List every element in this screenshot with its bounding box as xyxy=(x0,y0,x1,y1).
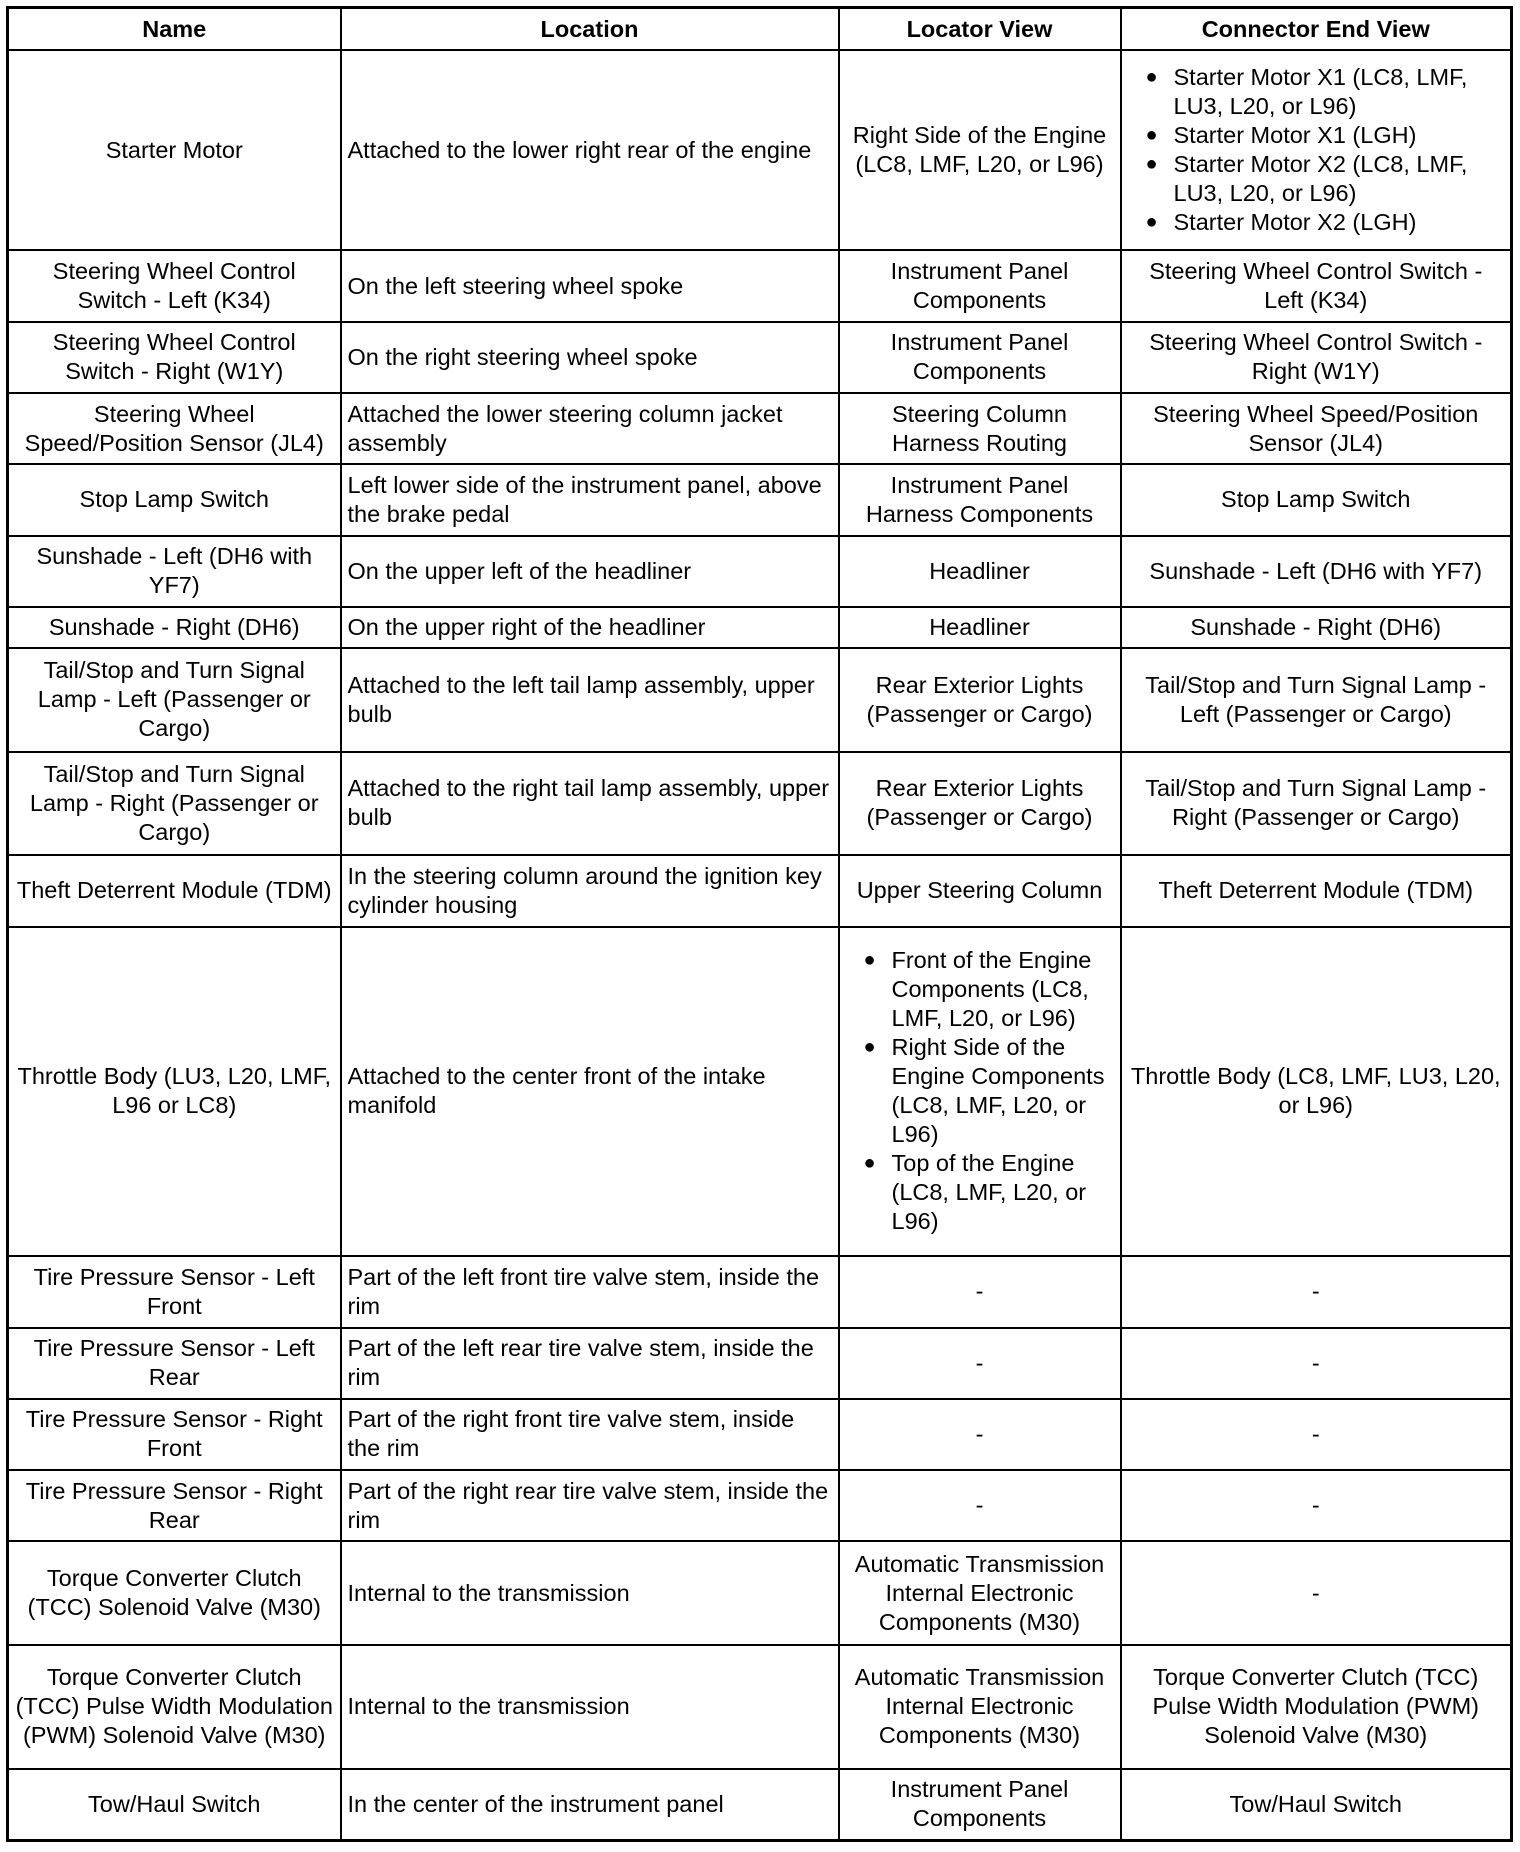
list-item: ● Starter Motor X1 (LGH) xyxy=(1150,121,1505,150)
table-row xyxy=(8,1399,1512,1470)
list-item: ● Starter Motor X1 (LC8, LMF, LU3, L20, or L96) xyxy=(1150,63,1505,121)
cell-location: Internal to the transmission xyxy=(341,1645,839,1769)
cell-locator-view: Right Side of the Engine (LC8, LMF, L20, or L96) xyxy=(839,50,1121,250)
cell-name: Torque Converter Clutch (TCC) Solenoid Valve (M30) xyxy=(8,1541,341,1645)
cell-connector-end-view: Sunshade - Right (DH6) xyxy=(1121,607,1512,648)
cell-name: Steering Wheel Control Switch - Right (W1Y) xyxy=(8,322,341,393)
cell-location: Part of the right front tire valve stem, inside the rim xyxy=(341,1399,839,1470)
table-row xyxy=(8,1645,1512,1769)
cell-connector-end-view: - xyxy=(1121,1256,1512,1327)
cell-name: Tire Pressure Sensor - Left Rear xyxy=(8,1328,341,1399)
cell-connector-end-view: Steering Wheel Speed/Position Sensor (JL4) xyxy=(1121,393,1512,464)
table-row xyxy=(8,1256,1512,1327)
cell-location: Attached to the right tail lamp assembly, upper bulb xyxy=(341,752,839,856)
list-item: ● Front of the Engine Components (LC8, LMF, L20, or L96) xyxy=(868,946,1114,1033)
cell-name: Throttle Body (LU3, L20, LMF, L96 or LC8) xyxy=(8,927,341,1257)
cell-connector-end-view: Tow/Haul Switch xyxy=(1121,1769,1512,1841)
cell-name: Tire Pressure Sensor - Left Front xyxy=(8,1256,341,1327)
cell-location: Left lower side of the instrument panel, above the brake pedal xyxy=(341,464,839,535)
cell-location: Attached to the left tail lamp assembly, upper bulb xyxy=(341,648,839,752)
cell-location: On the upper left of the headliner xyxy=(341,536,839,607)
cell-location: Attached to the lower right rear of the engine xyxy=(341,50,839,250)
cell-locator-view: Instrument Panel Components xyxy=(839,1769,1121,1841)
cell-name: Starter Motor xyxy=(8,50,341,250)
cell-name: Theft Deterrent Module (TDM) xyxy=(8,855,341,926)
cell-location: On the left steering wheel spoke xyxy=(341,250,839,321)
cell-connector-end-view: Theft Deterrent Module (TDM) xyxy=(1121,855,1512,926)
table-row xyxy=(8,1328,1512,1399)
table-row xyxy=(8,607,1512,648)
cell-name: Sunshade - Right (DH6) xyxy=(8,607,341,648)
table-row xyxy=(8,648,1512,752)
cell-connector-end-view: Tail/Stop and Turn Signal Lamp - Left (Passenger or Cargo) xyxy=(1121,648,1512,752)
cell-locator-view: - xyxy=(839,1399,1121,1470)
cell-connector-end-view: - xyxy=(1121,1328,1512,1399)
cell-locator-view: Automatic Transmission Internal Electronic Components (M30) xyxy=(839,1541,1121,1645)
cell-location: Part of the left front tire valve stem, inside the rim xyxy=(341,1256,839,1327)
cell-connector-end-view: - xyxy=(1121,1470,1512,1541)
cell-connector-end-view: - xyxy=(1121,1399,1512,1470)
table-row xyxy=(8,250,1512,321)
cell-location: Attached to the center front of the intake manifold xyxy=(341,927,839,1257)
cell-location: In the steering column around the ignition key cylinder housing xyxy=(341,855,839,926)
header-location: Location xyxy=(341,8,839,51)
cell-locator-view: Headliner xyxy=(839,607,1121,648)
cell-name: Stop Lamp Switch xyxy=(8,464,341,535)
cell-connector-end-view: Sunshade - Left (DH6 with YF7) xyxy=(1121,536,1512,607)
cell-location: On the upper right of the headliner xyxy=(341,607,839,648)
table-row xyxy=(8,464,1512,535)
cell-locator-view: Automatic Transmission Internal Electronic Components (M30) xyxy=(839,1645,1121,1769)
cell-locator-view: - xyxy=(839,1470,1121,1541)
table-header-row xyxy=(8,8,1512,51)
header-locator-view: Locator View xyxy=(839,8,1121,51)
cell-connector-end-view: Tail/Stop and Turn Signal Lamp - Right (Passenger or Cargo) xyxy=(1121,752,1512,856)
connector-list xyxy=(1128,63,1505,237)
cell-locator-view: Instrument Panel Components xyxy=(839,250,1121,321)
header-connector-end-view: Connector End View xyxy=(1121,8,1512,51)
table-row xyxy=(8,393,1512,464)
cell-locator-view: - xyxy=(839,1328,1121,1399)
table-row xyxy=(8,752,1512,856)
cell-locator-view: - xyxy=(839,1256,1121,1327)
cell-location: Internal to the transmission xyxy=(341,1541,839,1645)
cell-connector-end-view: Torque Converter Clutch (TCC) Pulse Width Modulation (PWM) Solenoid Valve (M30) xyxy=(1121,1645,1512,1769)
cell-name: Sunshade - Left (DH6 with YF7) xyxy=(8,536,341,607)
cell-name: Tire Pressure Sensor - Right Front xyxy=(8,1399,341,1470)
cell-name: Tail/Stop and Turn Signal Lamp - Left (Passenger or Cargo) xyxy=(8,648,341,752)
list-item: ● Top of the Engine (LC8, LMF, L20, or L96) xyxy=(868,1149,1114,1236)
cell-location: Part of the right rear tire valve stem, inside the rim xyxy=(341,1470,839,1541)
cell-locator-view xyxy=(839,927,1121,1257)
cell-locator-view: Instrument Panel Components xyxy=(839,322,1121,393)
cell-locator-view: Headliner xyxy=(839,536,1121,607)
cell-name: Steering Wheel Control Switch - Left (K34) xyxy=(8,250,341,321)
locator-list xyxy=(846,946,1114,1236)
cell-connector-end-view: Steering Wheel Control Switch - Right (W1Y) xyxy=(1121,322,1512,393)
table-row xyxy=(8,855,1512,926)
cell-locator-view: Rear Exterior Lights (Passenger or Cargo) xyxy=(839,648,1121,752)
cell-name: Steering Wheel Speed/Position Sensor (JL4) xyxy=(8,393,341,464)
cell-locator-view: Steering Column Harness Routing xyxy=(839,393,1121,464)
cell-connector-end-view xyxy=(1121,50,1512,250)
cell-name: Tow/Haul Switch xyxy=(8,1769,341,1841)
list-item: ● Right Side of the Engine Components (LC8, LMF, L20, or L96) xyxy=(868,1033,1114,1149)
table-row xyxy=(8,927,1512,1257)
cell-location: In the center of the instrument panel xyxy=(341,1769,839,1841)
cell-location: Attached the lower steering column jacket assembly xyxy=(341,393,839,464)
cell-name: Tire Pressure Sensor - Right Rear xyxy=(8,1470,341,1541)
table-row xyxy=(8,1470,1512,1541)
table-row xyxy=(8,322,1512,393)
cell-name: Torque Converter Clutch (TCC) Pulse Width Modulation (PWM) Solenoid Valve (M30) xyxy=(8,1645,341,1769)
cell-locator-view: Upper Steering Column xyxy=(839,855,1121,926)
cell-location: Part of the left rear tire valve stem, inside the rim xyxy=(341,1328,839,1399)
table-row xyxy=(8,50,1512,250)
cell-locator-view: Instrument Panel Harness Components xyxy=(839,464,1121,535)
cell-name: Tail/Stop and Turn Signal Lamp - Right (Passenger or Cargo) xyxy=(8,752,341,856)
list-item: ● Starter Motor X2 (LGH) xyxy=(1150,208,1505,237)
cell-connector-end-view: Stop Lamp Switch xyxy=(1121,464,1512,535)
cell-location: On the right steering wheel spoke xyxy=(341,322,839,393)
cell-connector-end-view: Throttle Body (LC8, LMF, LU3, L20, or L96) xyxy=(1121,927,1512,1257)
cell-connector-end-view: Steering Wheel Control Switch - Left (K34) xyxy=(1121,250,1512,321)
cell-locator-view: Rear Exterior Lights (Passenger or Cargo) xyxy=(839,752,1121,856)
table-row xyxy=(8,1541,1512,1645)
list-item: ● Starter Motor X2 (LC8, LMF, LU3, L20, or L96) xyxy=(1150,150,1505,208)
header-name: Name xyxy=(8,8,341,51)
component-locator-table xyxy=(6,6,1513,1842)
table-row xyxy=(8,1769,1512,1841)
cell-connector-end-view: - xyxy=(1121,1541,1512,1645)
table-row xyxy=(8,536,1512,607)
